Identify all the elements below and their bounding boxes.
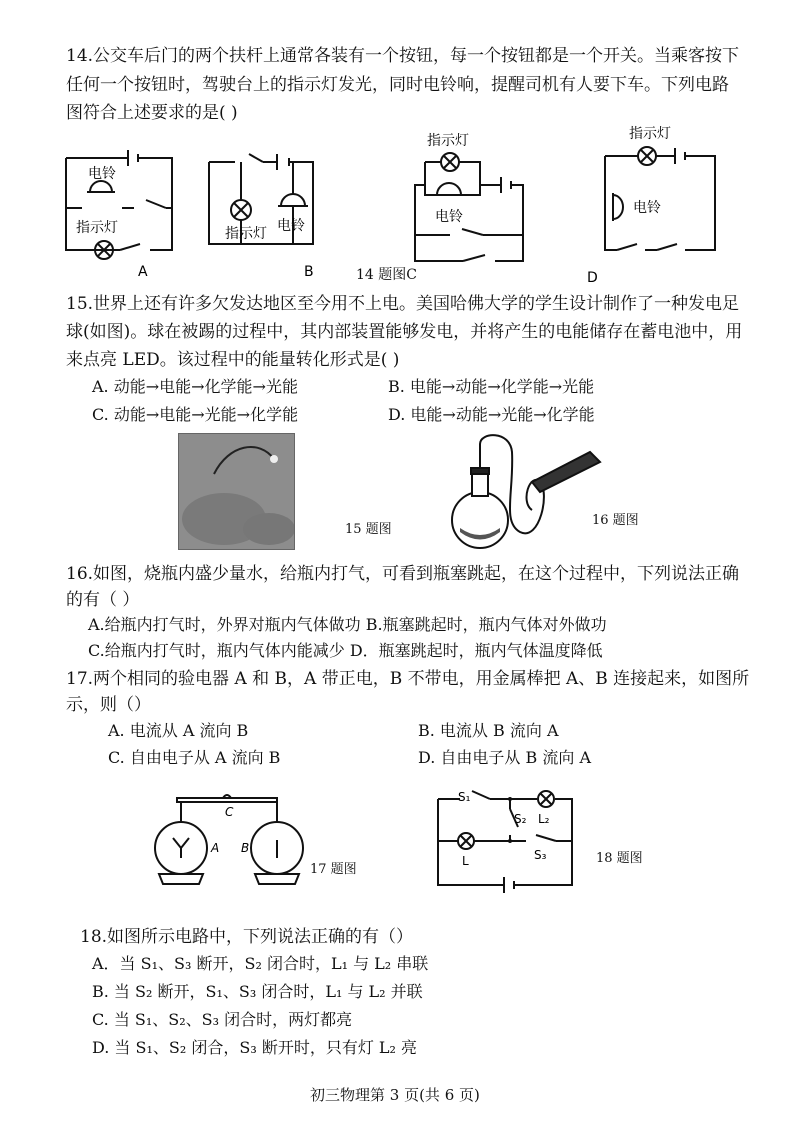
q14-circuit-b	[205, 140, 325, 290]
q15-option-b: B. 电能→动能→化学能→光能	[388, 377, 595, 396]
q14a-lamp-label: 指示灯	[76, 220, 118, 236]
q14-letter-a: A	[138, 264, 148, 280]
q17-line-2: 示，则（）	[66, 695, 151, 715]
q18-line-1: 18.如图所示电路中，下列说法正确的有（）	[80, 927, 414, 947]
q16-figure	[440, 432, 610, 554]
q15-line-1: 15.世界上还有许多欠发达地区至今用不上电。美国哈佛大学的学生设计制作了一种发电足	[66, 294, 740, 314]
q14-circuit-a	[60, 140, 180, 290]
q16-option-cd: C.给瓶内打气时，瓶内气体内能减少 D．瓶塞跳起时，瓶内气体温度降低	[88, 641, 603, 660]
q18-figure	[430, 785, 590, 895]
q16-option-ab: A.给瓶内打气时，外界对瓶内气体做功 B.瓶塞跳起时，瓶内气体对外做功	[88, 615, 607, 634]
q16-caption: 16 题图	[592, 513, 639, 528]
q18-s2-label: S₂	[514, 812, 527, 826]
q14-line-2: 任何一个按钮时，驾驶台上的指示灯发光，同时电铃响，提醒司机有人要下车。下列电路	[66, 75, 729, 95]
q14-letter-d: D	[587, 270, 598, 286]
q18-s3-label: S₃	[534, 848, 547, 862]
q14c-lamp-label: 指示灯	[427, 133, 469, 149]
q14-line-1: 14.公交车后门的两个扶杆上通常各装有一个按钮，每一个按钮都是一个开关。当乘客按下	[66, 46, 740, 66]
q14-line-3: 图符合上述要求的是( )	[66, 103, 238, 123]
q14b-bell-label: 电铃	[277, 218, 305, 234]
q14-letter-b: B	[304, 264, 314, 280]
q17-option-b: B. 电流从 B 流向 A	[418, 721, 559, 740]
q14d-bell-label: 电铃	[633, 200, 661, 216]
q14-circuit-c	[355, 125, 530, 285]
q17-caption: 17 题图	[310, 862, 357, 877]
q18-option-c: C. 当 S₁、S₂、S₃ 闭合时，两灯都亮	[92, 1010, 353, 1029]
q17-a-label: A	[211, 841, 220, 855]
q18-l2-label: L₂	[538, 812, 550, 826]
q17-option-d: D. 自由电子从 B 流向 A	[418, 748, 592, 767]
q17-line-1: 17.两个相同的验电器 A 和 B，A 带正电，B 不带电，用金属棒把 A、B 连接起来，如图所	[66, 669, 750, 689]
q16-line-2: 的有（ ）	[66, 590, 140, 610]
q16-line-1: 16.如图，烧瓶内盛少量水，给瓶内打气，可看到瓶塞跳起，在这个过程中，下列说法正确	[66, 564, 740, 584]
q18-option-a: A．当 S₁、S₃ 断开，S₂ 闭合时，L₁ 与 L₂ 串联	[92, 954, 429, 973]
page-footer: 初三物理第 3 页(共 6 页)	[310, 1086, 480, 1104]
q18-s1-label: S₁	[458, 790, 471, 804]
q18-l1-label: L	[462, 854, 469, 868]
q14c-bell-label: 电铃	[435, 209, 463, 225]
q17-option-a: A. 电流从 A 流向 B	[108, 721, 249, 740]
q14-caption: 14 题图C	[356, 267, 417, 283]
q15-option-a: A. 动能→电能→化学能→光能	[92, 377, 298, 396]
q15-caption: 15 题图	[345, 522, 392, 537]
q15-photo	[178, 433, 295, 550]
q17-figure	[145, 790, 315, 890]
q17-rod-label: C	[225, 805, 234, 819]
q14-circuit-d	[585, 120, 725, 290]
q14b-lamp-label: 指示灯	[225, 226, 267, 242]
q15-option-d: D. 电能→动能→光能→化学能	[388, 405, 595, 424]
q15-line-2: 球(如图)。球在被踢的过程中，其内部装置能够发电，并将产生的电能储存在蓄电池中，用	[66, 322, 743, 342]
q15-line-3: 来点亮 LED。该过程中的能量转化形式是( )	[66, 350, 400, 370]
q17-b-label: B	[241, 841, 250, 855]
q18-option-b: B. 当 S₂ 断开，S₁、S₃ 闭合时，L₁ 与 L₂ 并联	[92, 982, 423, 1001]
q18-option-d: D. 当 S₁、S₂ 闭合，S₃ 断开时，只有灯 L₂ 亮	[92, 1038, 418, 1057]
q14d-lamp-label: 指示灯	[629, 126, 671, 142]
q18-caption: 18 题图	[596, 851, 643, 866]
q14a-bell-label: 电铃	[88, 166, 116, 182]
q15-option-c: C. 动能→电能→光能→化学能	[92, 405, 299, 424]
q17-option-c: C. 自由电子从 A 流向 B	[108, 748, 281, 767]
